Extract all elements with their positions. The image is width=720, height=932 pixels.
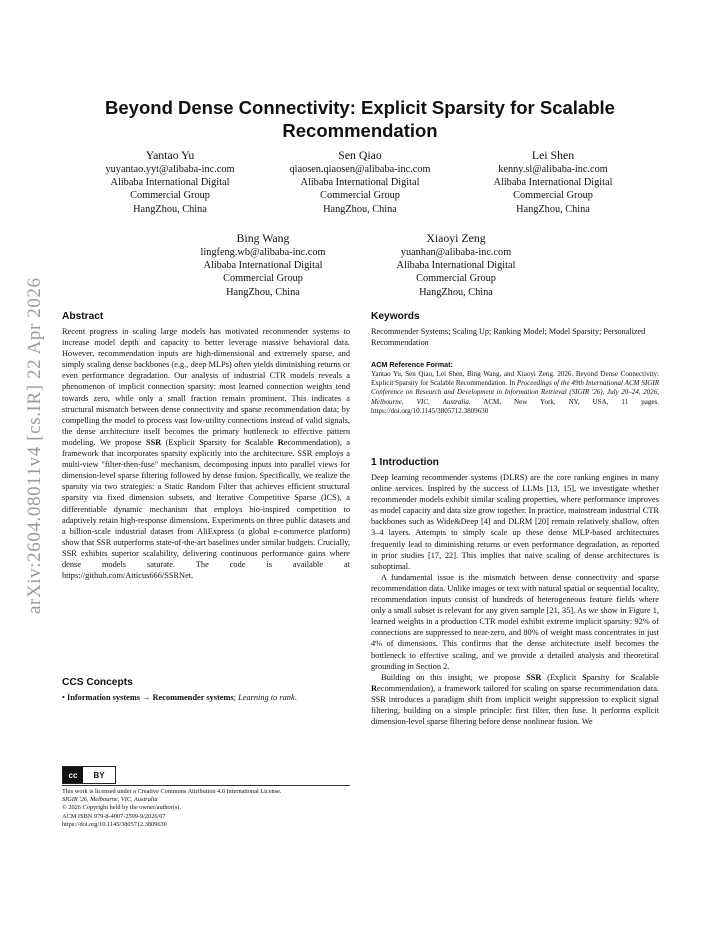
keywords-heading: Keywords [371,311,420,322]
author-block [361,231,551,299]
paper-title: Beyond Dense Connectivity: Explicit Sparsity for Scalable Recommendation [105,97,615,141]
author-affiliation: Commercial Group [513,190,593,202]
keywords-section [371,311,659,348]
abstract-section [62,311,350,581]
author-name: Xiaoyi Zeng [426,231,486,245]
author-affiliation: Commercial Group [223,273,303,285]
reference-format-heading: ACM Reference Format: [371,360,453,369]
doi-link[interactable]: https://doi.org/10.1145/3805712.3809630 [62,820,167,828]
author-affiliation: Alibaba International Digital [203,260,323,272]
intro-paragraph: Building on this insight, we propose SSR (Explicit Sparsity for Scalable Recommendation), a framework tailored for scaling on sparse recommendation data. SSR introduces a paradigm shift from implicit weight suppression to explicit signal filtering, building on a simple principle: first filter, then fuse. It performs explicit dimension-level sparse filtering before dense nonlinear fusion. We [371,672,659,727]
introduction-section [371,457,659,727]
author-email[interactable]: kenny.sl@alibaba-inc.com [498,164,608,175]
author-location: HangZhou, China [419,286,493,298]
ccs-section [62,677,350,703]
by-icon: BY [93,770,105,780]
author-name: Bing Wang [236,231,290,245]
introduction-heading: 1 Introduction [371,457,439,468]
author-name: Yantao Yu [145,148,195,162]
license-line: SIGIR '26, Melbourne, VIC, Australia [62,796,158,804]
author-location: HangZhou, China [226,286,300,298]
license-line: ACM ISBN 979-8-4007-2599-9/2026/07 [62,812,166,820]
author-affiliation: Alibaba International Digital [110,177,230,189]
reference-format-section [371,360,659,416]
author-block [168,231,358,299]
license-line[interactable]: This work is licensed under a Creative Commons Attribution 4.0 International License. [62,788,282,795]
author-affiliation: Commercial Group [416,273,496,285]
keywords-text: Recommender Systems; Scaling Up; Ranking Model; Model Sparsity; Personalized Recommendation [371,327,646,347]
author-affiliation: Commercial Group [320,190,400,202]
author-affiliation: Commercial Group [130,190,210,202]
cc-icon: cc [63,767,83,783]
author-block [458,148,648,216]
author-name: Sen Qiao [338,148,382,162]
author-location: HangZhou, China [323,203,397,215]
abstract-text: Recent progress in scaling large models has motivated recommender systems to increase model depth and capacity to better leverage massive behavioral data. However, recommendation inputs are high-dimensional and extremely sparse, and simply scaling dense backbones (e.g., deep MLPs) often yields diminishing returns or even performance degradation. Our analysis of industrial CTR models reveals a phenomenon of implicit connection sparsity: most learned connection weights tend towards zero, while only a small fraction remain prominent. This indicates a structural mismatch between dense connectivity and sparse recommendation data; by compelling the model to process vast low-utility connections instead of valid signals, the dense architecture itself becomes the primary bottleneck to effective pattern modeling. We propose SSR (Explicit Sparsity for Scalable Recommendation), a framework that incorporates sparsity explicitly into the architecture. SSR employs a multi-view "filter-then-fuse" mechanism, decomposing inputs into parallel views for dimension-level sparse filtering followed by dense fusion. Specifically, we realize the sparsity via two strategies: a Static Random Filter that achieves efficient structural sparsity via fixed dimension subsets, and Iterative Competitive Sparse (ICS), a differentiable dynamic mechanism that employs bio-inspired competition to adaptively retain high-response dimensions. Experiments on three public datasets and a billion-scale industrial dataset from AliExpress (a global e-commerce platform) show that SSR outperforms state-of-the-art baselines under similar budgets. Crucially, SSR exhibits superior scalability, delivering continuous performance gains where dense models saturate. The code is available at https://github.com/Atticus666/SSRNet. [62,327,350,581]
arxiv-stamp: arXiv:2604.08011v4 [cs.IR] 22 Apr 2026 [24,277,45,614]
ccs-text: • Information systems → Recommender systems; Learning to rank. [62,693,297,702]
intro-paragraph: A fundamental issue is the mismatch between dense connectivity and sparse recommendation data. Unlike images or text with natural spatial or sequential locality, recommendation inputs consist of hundreds of heterogeneous feature fields where only a small subset is relevant for any given sample [21, 35]. As we show in Figure 1, learned weights in a production CTR model exhibit extreme implicit sparsity: 92% of connections are suppressed to near-zero, and 80% of weight mass concentrates in just 4% of dimensions. This confirms that the dense architecture itself becomes the bottleneck to effective scaling, and we provide a detailed analysis and theoretical grounding in Section 2. [371,572,659,671]
reference-format-text: Yantao Yu, Sen Qiao, Lei Shen, Bing Wang, and Xiaoyi Zeng. 2026. Beyond Dense Connectivity: Explicit Sparsity for Scalable Recommendation. In Proceedings of the 49th International ACM SIGIR Conference on Research and Development in Information Retrieval (SIGIR '26), July 20–24, 2026, Melbourne, VIC, Australia. ACM, New York, NY, USA, 11 pages. https://doi.org/10.1145/3805712.3809630 [371,370,660,415]
author-email[interactable]: qiaosen.qiaosen@alibaba-inc.com [289,164,431,175]
author-block [265,148,455,216]
author-email[interactable]: lingfeng.wb@alibaba-inc.com [200,247,326,258]
intro-paragraph: Deep learning recommender systems (DLRS) are the core ranking engines in many online services. Inspired by the success of LLMs [13, 15], we investigate whether recommender models exhibit similar scaling properties, where performance improves as model capacity and data size grow together. In practice, mainstream industrial CTR backbones such as Wide&Deep [4] and DLRM [20] remain relatively shallow, often 3–4 layers. Attempts to simply scale up these dense MLP-based architectures frequently lead to diminishing returns or even performance degradation, as reported in prior studies [17, 22]. This implies that naive scaling of dense architectures is suboptimal. [371,473,659,571]
author-location: HangZhou, China [133,203,207,215]
author-email[interactable]: yuanhan@alibaba-inc.com [400,247,512,258]
author-affiliation: Alibaba International Digital [300,177,420,189]
ccs-heading: CCS Concepts [62,677,133,688]
author-affiliation: Alibaba International Digital [493,177,613,189]
author-location: HangZhou, China [516,203,590,215]
footnote-rule [62,785,350,786]
abstract-heading: Abstract [62,311,104,322]
author-name: Lei Shen [531,148,575,162]
license-line: © 2026 Copyright held by the owner/author(s). [62,804,181,812]
license-footnote [62,788,350,829]
author-email[interactable]: yuyantao.yyt@alibaba-inc.com [105,164,235,175]
author-affiliation: Alibaba International Digital [396,260,516,272]
cc-license-badge[interactable] [62,766,116,784]
author-block [75,148,265,216]
